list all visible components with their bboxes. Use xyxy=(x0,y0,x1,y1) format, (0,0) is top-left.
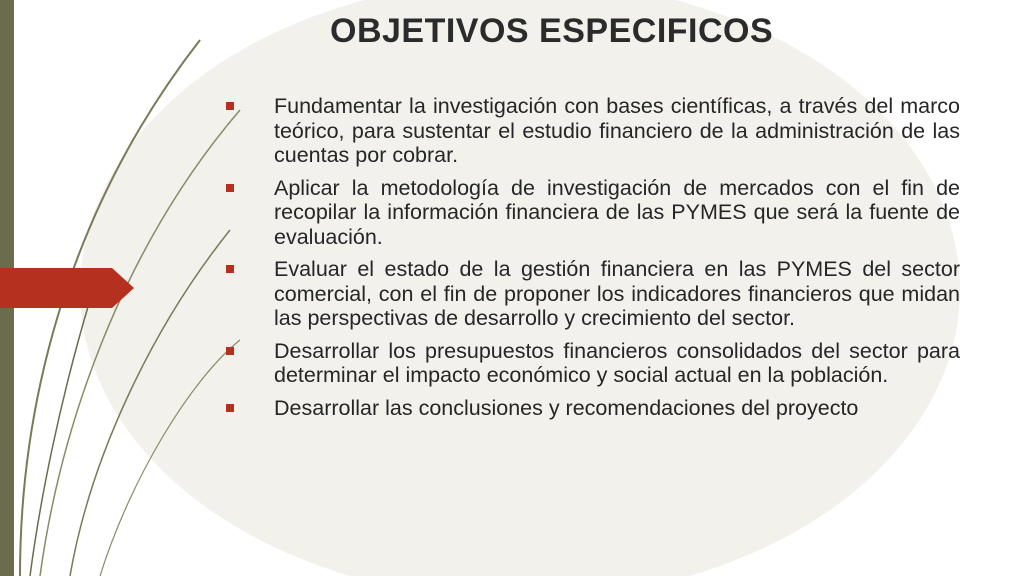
bullet-text: Desarrollar los presupuestos financieros consolidados del sector para determinar el impacto económico y social actual en la población. xyxy=(274,338,960,387)
square-bullet-icon xyxy=(226,265,234,273)
bullet-list xyxy=(222,94,960,428)
bullet-item xyxy=(222,176,960,250)
square-bullet-icon xyxy=(226,404,234,412)
bullet-item xyxy=(222,94,960,168)
slide-title: OBJETIVOS ESPECIFICOS xyxy=(330,12,774,50)
bullet-item xyxy=(222,257,960,331)
bullet-text: Evaluar el estado de la gestión financiera en las PYMES del sector comercial, con el fin de proponer los indicadores financieros que midan las perspectivas de desarrollo y crecimiento del sector. xyxy=(274,257,960,330)
bullet-text: Desarrollar las conclusiones y recomendaciones del proyecto xyxy=(274,395,859,420)
square-bullet-icon xyxy=(226,102,234,110)
square-bullet-icon xyxy=(226,184,234,192)
bullet-item xyxy=(222,339,960,388)
square-bullet-icon xyxy=(226,347,234,355)
bullet-text: Fundamentar la investigación con bases científicas, a través del marco teórico, para sustentar el estudio financiero de la administración de las cuentas por cobrar. xyxy=(274,94,960,167)
bullet-item xyxy=(222,396,960,421)
red-arrow-shape xyxy=(0,268,134,308)
bullet-text: Aplicar la metodología de investigación de mercados con el fin de recopilar la información financiera de las PYMES que será la fuente de evaluación. xyxy=(274,175,960,249)
